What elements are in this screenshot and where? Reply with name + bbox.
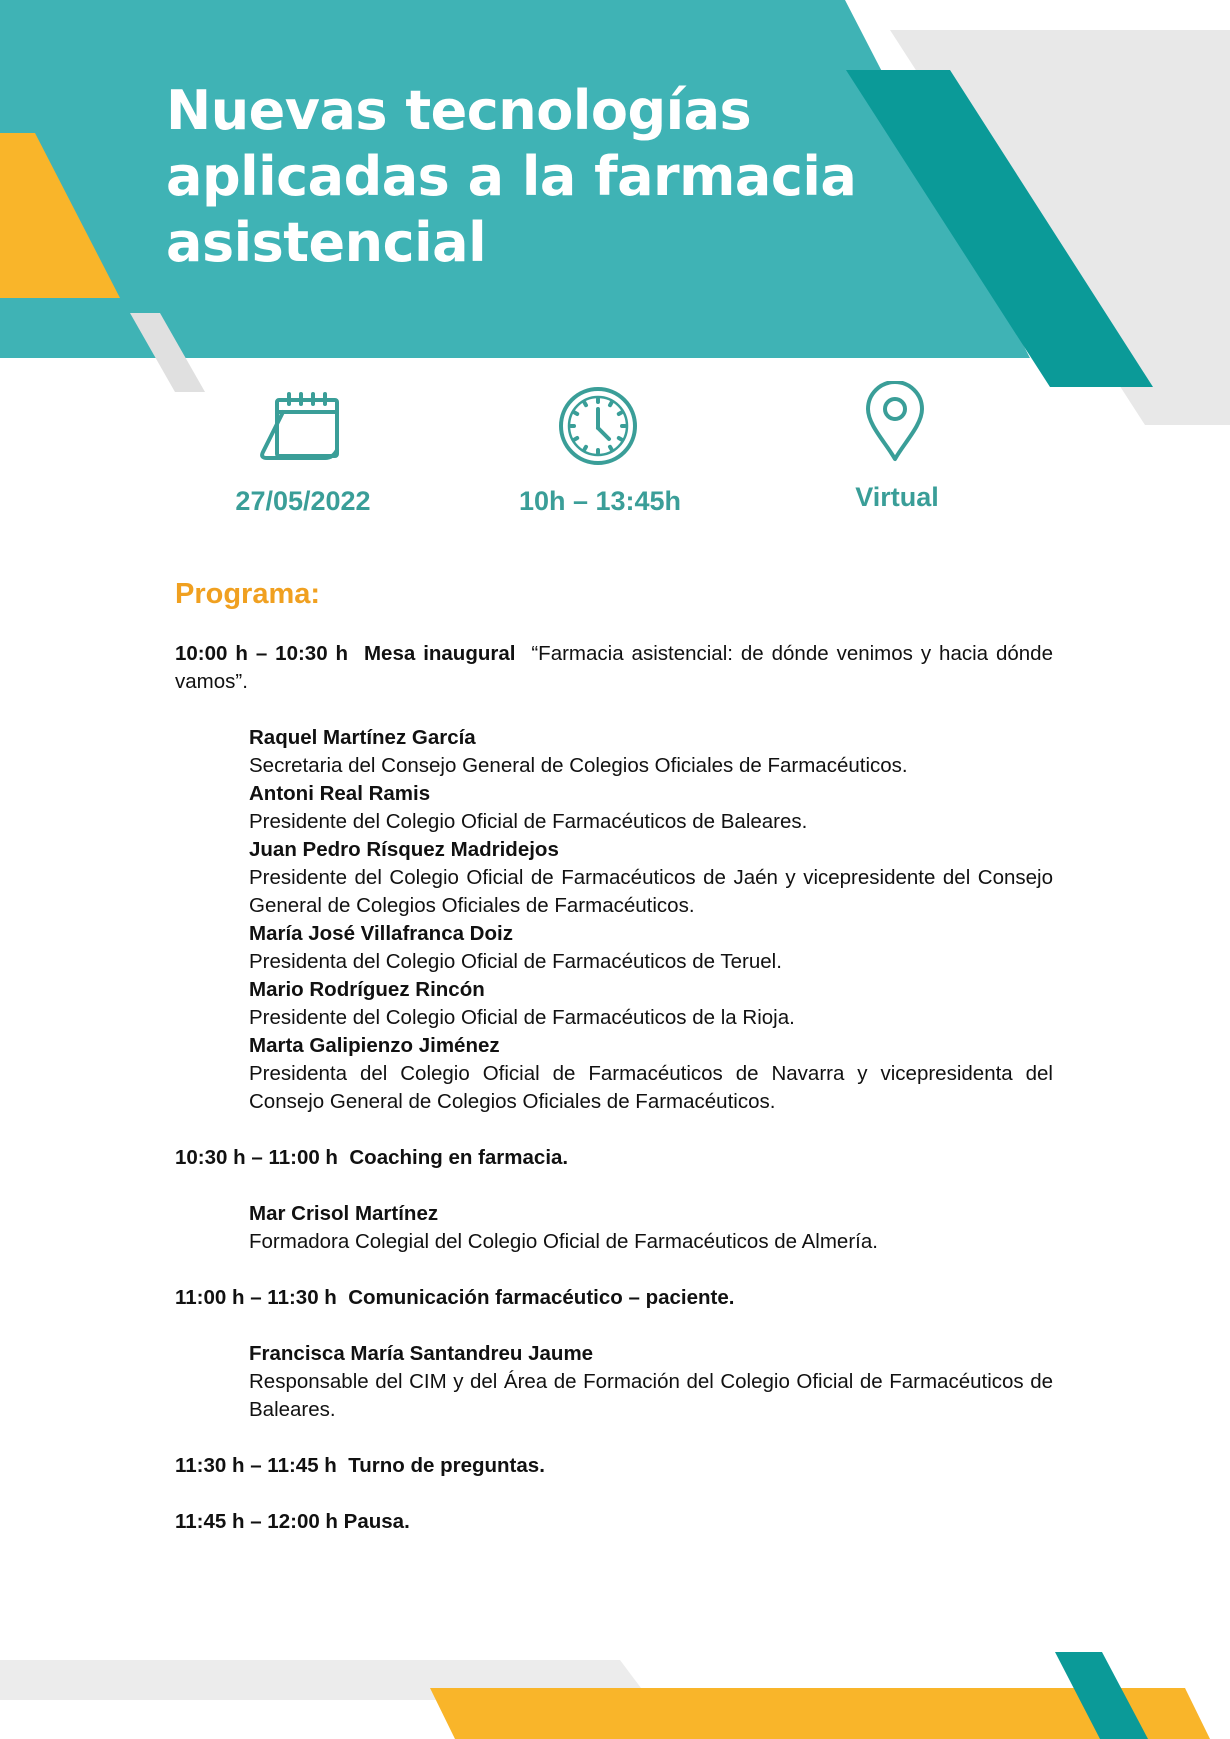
program-session (175, 640, 1053, 696)
speaker-role: Responsable del CIM y del Área de Formación del Colegio Oficial de Farmacéuticos de Baleares. (249, 1370, 1053, 1421)
program-heading: Programa: (175, 578, 321, 610)
session-title: Pausa. (343, 1510, 410, 1533)
session-title: Turno de preguntas. (348, 1454, 545, 1477)
speaker-role: Presidenta del Colegio Oficial de Farmacéuticos de Teruel. (249, 950, 782, 973)
session-time: 10:30 h – 11:00 h (175, 1146, 338, 1169)
program-session (175, 1144, 1053, 1172)
speaker-list (249, 1340, 1053, 1424)
title-line-3: asistencial (166, 211, 487, 274)
speaker-name: María José Villafranca Doiz (249, 922, 513, 945)
session-time: 11:00 h – 11:30 h (175, 1286, 337, 1309)
program-content (175, 640, 1053, 1536)
speaker-role: Presidente del Colegio Oficial de Farmacéuticos de Baleares. (249, 810, 808, 833)
speaker-name: Francisca María Santandreu Jaume (249, 1342, 594, 1365)
speaker-role: Presidente del Colegio Oficial de Farmacéuticos de la Rioja. (249, 1006, 795, 1029)
speaker-role: Presidente del Colegio Oficial de Farmacéuticos de Jaén y vicepresidente del Consejo General de Colegios Oficiales de Farmacéuticos. (249, 866, 1053, 917)
program-session (175, 1452, 1053, 1480)
title-line-1: Nuevas tecnologías (166, 79, 752, 142)
speaker-name: Antoni Real Ramis (249, 782, 431, 805)
clock-icon (557, 385, 639, 467)
event-date: 27/05/2022 (235, 486, 371, 516)
program-session (175, 1508, 1053, 1536)
title-line-2: aplicadas a la farmacia (166, 145, 857, 208)
session-time: 11:30 h – 11:45 h (175, 1454, 337, 1477)
session-title: Comunicación farmacéutico – paciente. (348, 1286, 735, 1309)
program-session (175, 1284, 1053, 1312)
session-subtitle: “Farmacia asistencial: de dónde venimos y hacia dónde vamos”. (175, 642, 1053, 693)
location-pin-icon (864, 381, 926, 463)
speaker-name: Raquel Martínez García (249, 726, 476, 749)
speaker-role: Secretaria del Consejo General de Colegios Oficiales de Farmacéuticos. (249, 754, 908, 777)
speaker-name: Marta Galipienzo Jiménez (249, 1034, 500, 1057)
speaker-name: Mar Crisol Martínez (249, 1202, 439, 1225)
speaker-list (249, 1200, 1053, 1256)
speaker-name: Mario Rodríguez Rincón (249, 978, 485, 1001)
session-time: 11:45 h – 12:00 h (175, 1510, 338, 1533)
speaker-role: Formadora Colegial del Colegio Oficial de Farmacéuticos de Almería. (249, 1230, 878, 1253)
event-location: Virtual (855, 482, 939, 512)
calendar-icon (255, 392, 345, 466)
speaker-list (249, 724, 1053, 1116)
session-title: Mesa inaugural (363, 642, 516, 665)
speaker-role: Presidenta del Colegio Oficial de Farmacéuticos de Navarra y vicepresidenta del Consejo General de Colegios Oficiales de Farmacéuticos. (249, 1062, 1053, 1113)
session-title: Coaching en farmacia. (349, 1146, 569, 1169)
page-title (166, 78, 856, 276)
speaker-name: Juan Pedro Rísquez Madridejos (249, 838, 559, 861)
event-time: 10h – 13:45h (518, 486, 682, 516)
session-time: 10:00 h – 10:30 h (175, 642, 349, 665)
